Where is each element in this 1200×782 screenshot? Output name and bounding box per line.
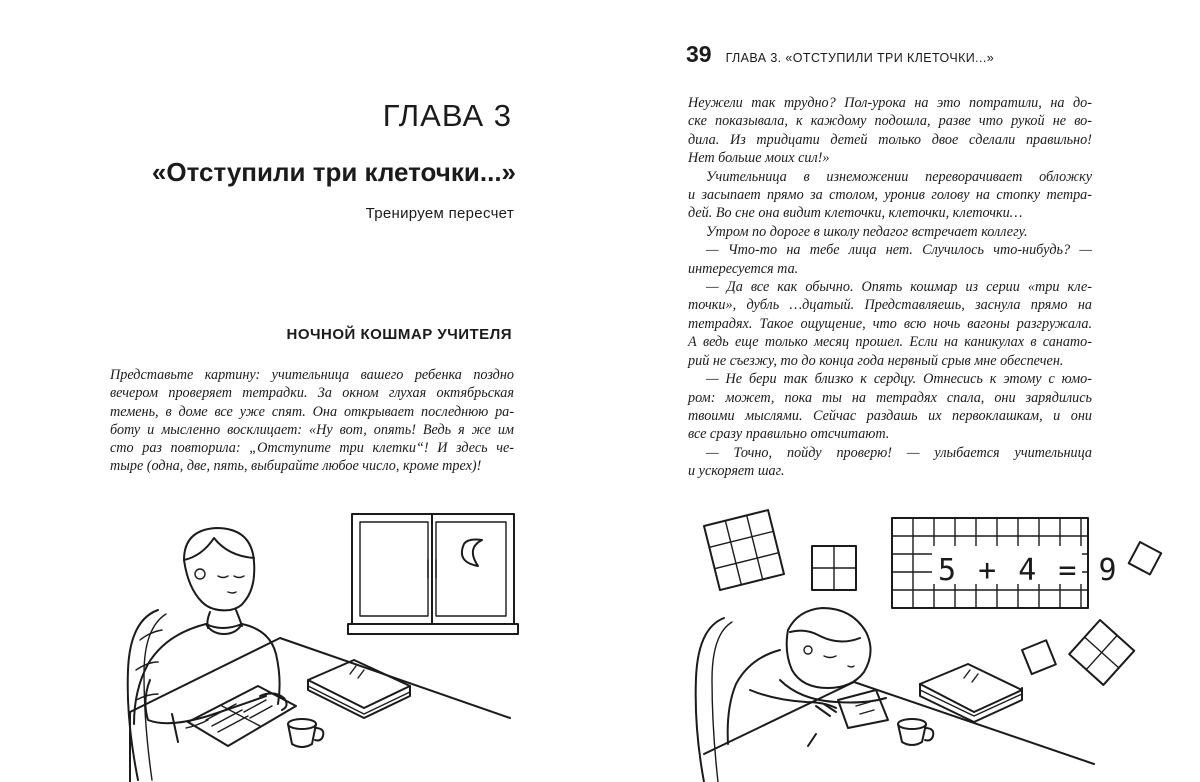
right-page <box>600 0 1200 782</box>
tea-cup-drawing-right <box>898 719 933 745</box>
text-line: сто раз повторила: „Отступите три клетки“! И здесь че- <box>110 440 514 457</box>
chapter-subtitle: Тренируем пересчет <box>365 205 514 222</box>
teacher-at-desk-illustration <box>110 500 530 782</box>
text-line: Учительница в изнеможении переворачивает обложку <box>706 168 1092 185</box>
story-text <box>688 94 1092 481</box>
text-line: дила. Из тридцати детей только двое сделали правильно! <box>688 131 1092 148</box>
tea-cup-drawing <box>288 719 323 747</box>
running-head <box>686 41 994 68</box>
page-number: 39 <box>686 41 712 67</box>
text-line: тыре (одна, две, пять, выбирайте любое число, кроме трех)! <box>110 458 482 475</box>
running-title: ГЛАВА 3. «ОТСТУПИЛИ ТРИ КЛЕТОЧКИ...» <box>725 51 995 65</box>
intro-paragraph <box>110 366 514 476</box>
chapter-label: ГЛАВА 3 <box>382 98 512 133</box>
text-line: вечером проверяет тетрадки. За окном глухая октябрьская <box>110 385 514 402</box>
text-line: Неужели так трудно? Пол-урока на это потратили, на до- <box>688 95 1092 111</box>
text-line: ске показывала, к каждому подошла, разве что рукой не во- <box>688 113 1092 130</box>
chapter-title: «Отступили три клеточки...» <box>151 157 516 187</box>
text-line: — Да все как обычно. Опять кошмар из серии «три кле- <box>706 279 1092 296</box>
text-line: интересуется та. <box>688 260 799 277</box>
text-line: — Точно, пойду проверю! — улыбается учительница <box>706 444 1092 461</box>
chalkboard-drawing <box>892 518 1119 608</box>
text-line: А ведь еще только месяц прошел. Если на каникулах в санато- <box>688 334 1092 351</box>
text-line: — Не бери так близко к сердцу. Отнесись к этому с юмо- <box>706 371 1092 388</box>
text-line: — Что-то на тебе лица нет. Случилось что-нибудь? — <box>706 242 1092 259</box>
text-line: боту и мысленно восклицает: «Ну вот, опять! Ведь я же им <box>110 421 514 438</box>
text-line: точки», дубль …дцатый. Представляешь, заснула прямо на <box>688 297 1092 314</box>
text-line: все сразу правильно отсчитают. <box>688 426 890 443</box>
board-equation: 5 + 4 = 9 <box>938 553 1119 588</box>
text-line: рий не съезжу, то до конца года нервный срыв мне обеспечен. <box>688 352 1064 369</box>
text-line: и ускоряет шаг. <box>688 463 785 480</box>
notebook-stack-drawing <box>308 660 410 718</box>
text-line: темень, в доме все уже спят. Она открывает последнюю ра- <box>110 403 514 420</box>
text-line: твоими мыслями. Сейчас раздашь их первоклашкам, и они <box>688 407 1092 424</box>
sleeping-teacher-drawing <box>728 608 886 744</box>
night-window-drawing <box>348 514 518 634</box>
section-heading: НОЧНОЙ КОШМАР УЧИТЕЛЯ <box>286 326 512 343</box>
text-line: дей. Во сне она видит клеточки, клеточки, клеточки… <box>688 205 1023 222</box>
sleeping-teacher-illustration <box>620 500 1200 782</box>
text-line: и засыпает прямо за столом, уронив голову на стопку тетра- <box>688 187 1092 204</box>
text-line: ром: может, пока ты на тетрадях спала, они зарядились <box>688 389 1092 406</box>
text-line: тетрадях. Такое ощущение, что всю ночь вагоны разгружала. <box>688 315 1092 332</box>
text-line: Нет больше моих сил!» <box>688 150 830 167</box>
notebook-stack-drawing-right <box>920 664 1022 722</box>
text-line: Утром по дороге в школу педагог встречает коллегу. <box>706 223 1028 240</box>
text-line: Представьте картину: учительница вашего ребенка поздно <box>110 367 514 383</box>
